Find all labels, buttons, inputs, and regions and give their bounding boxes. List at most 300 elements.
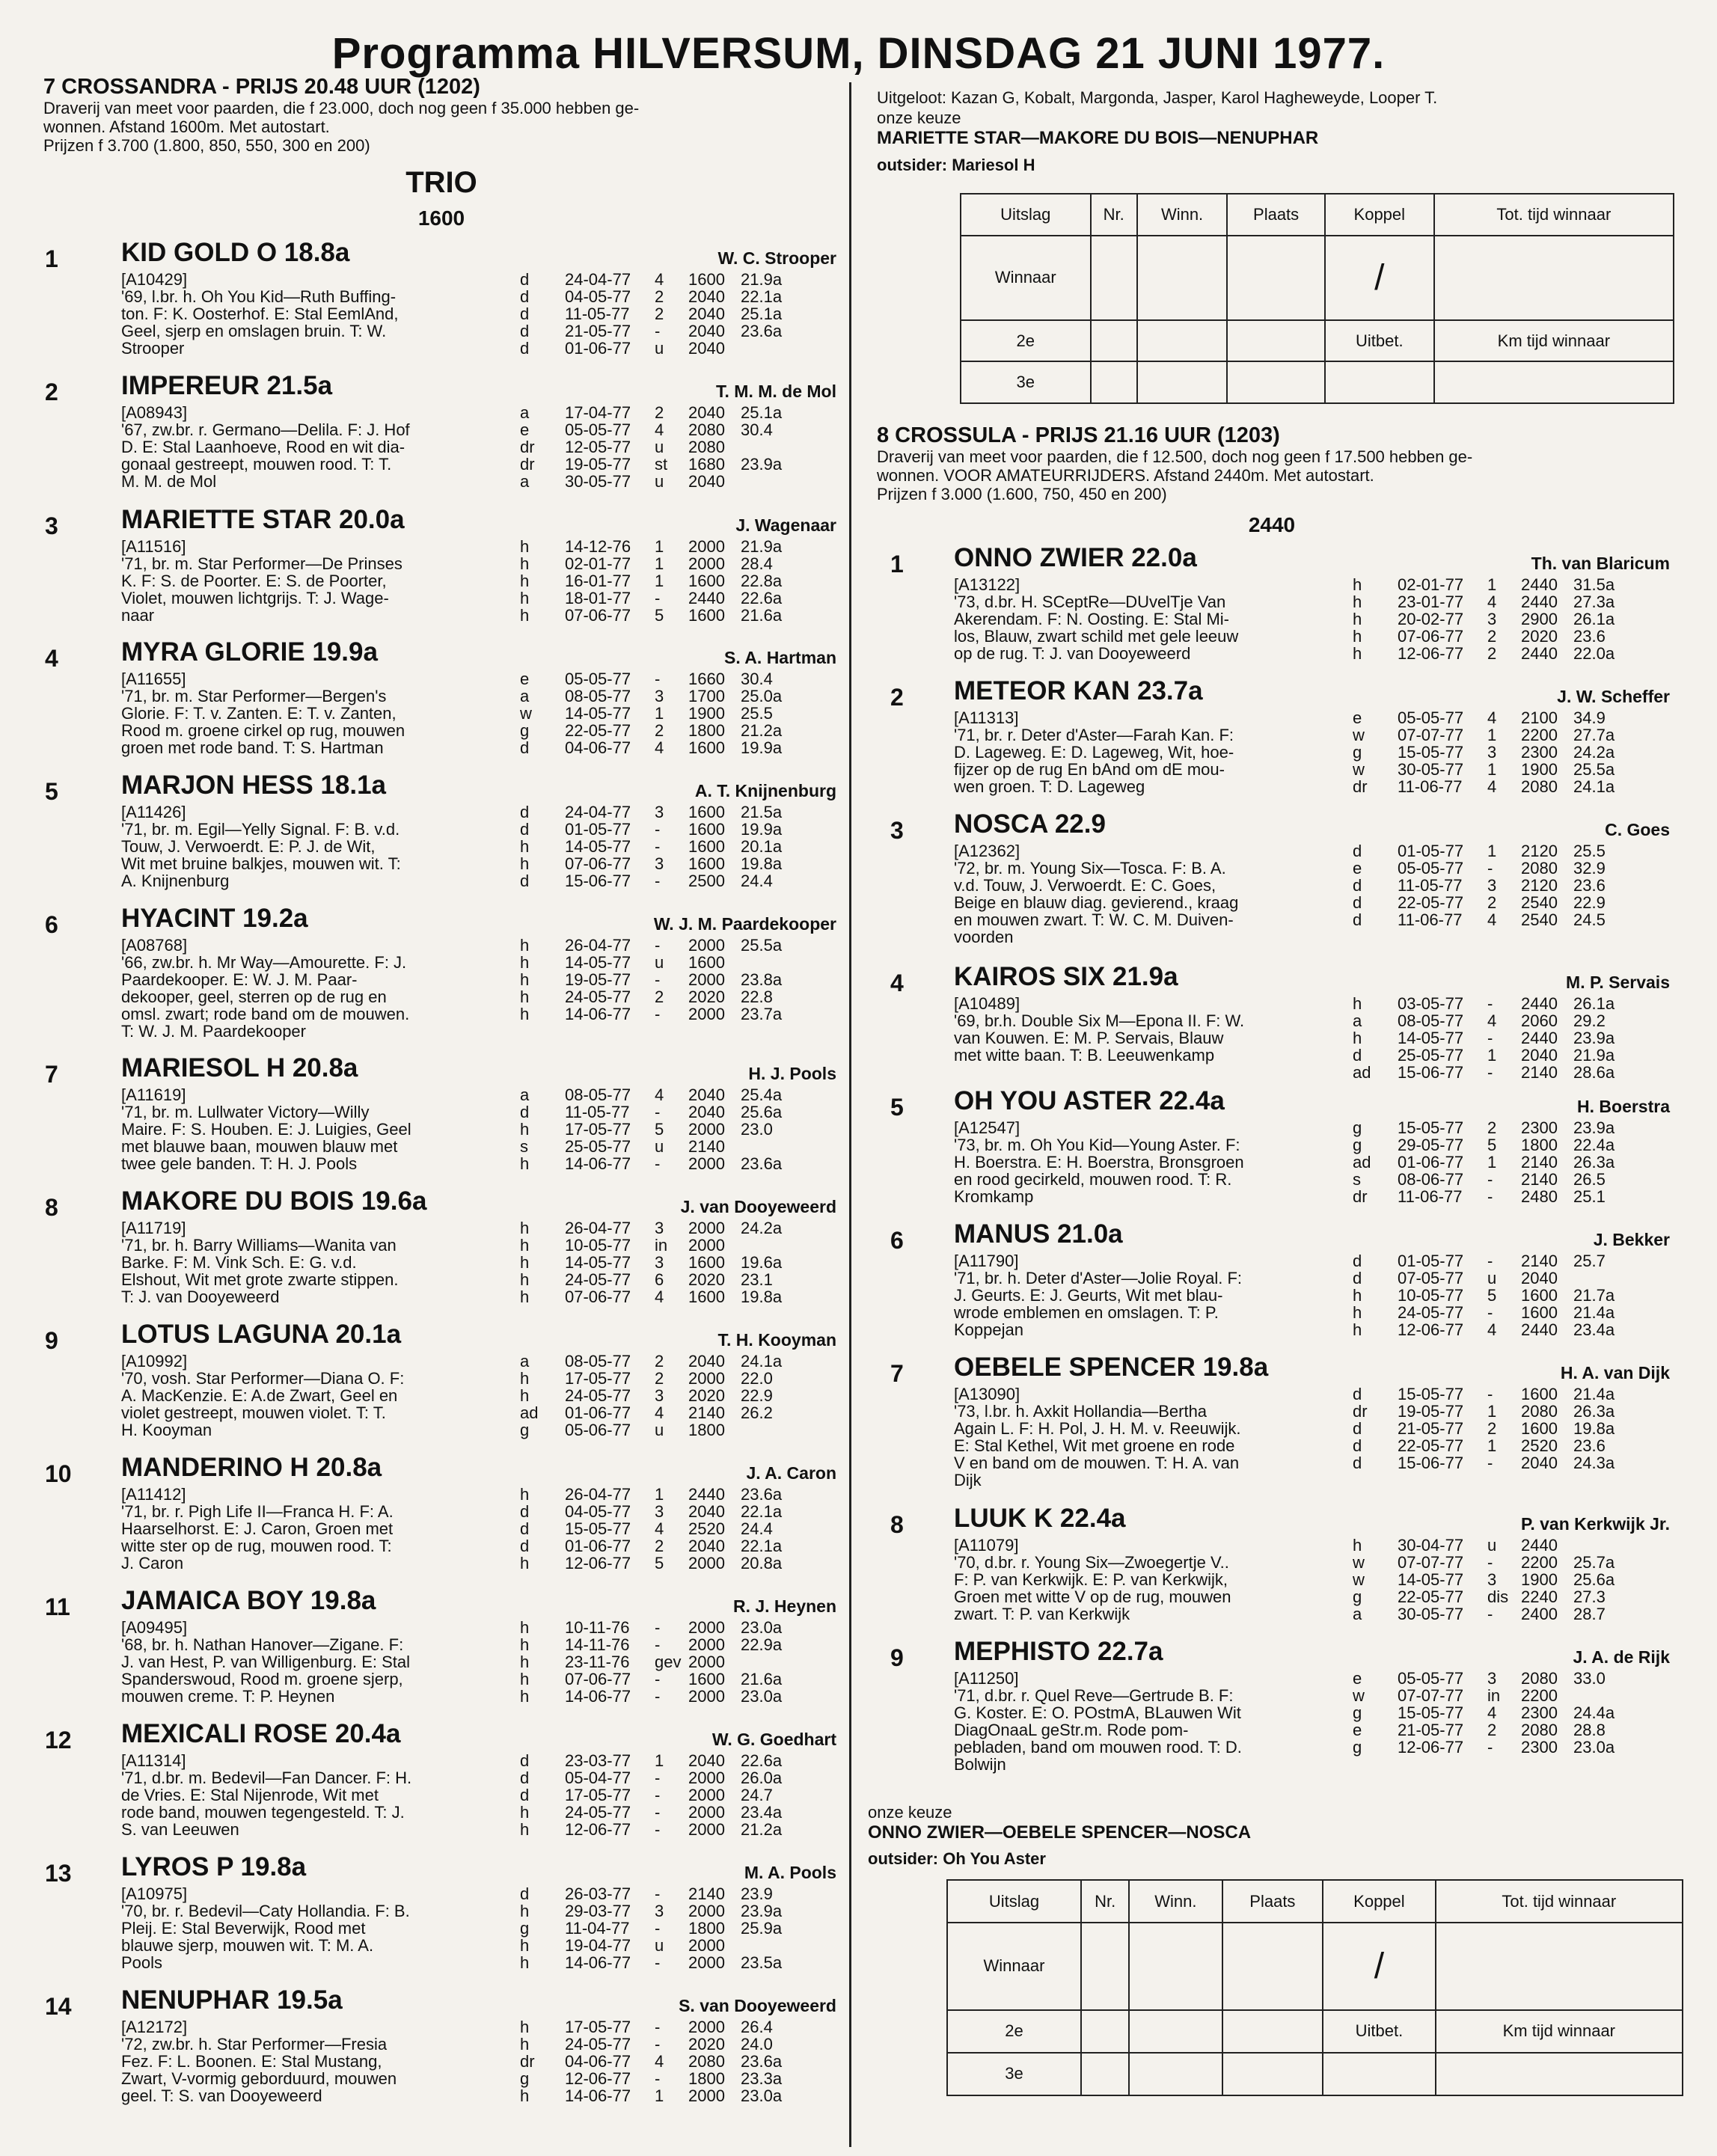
horse-code: [A10992] <box>121 1352 188 1371</box>
run-date: 01-06-77 <box>565 1537 631 1555</box>
run-distance: 1900 <box>688 704 725 723</box>
run-distance: 2000 <box>688 1618 725 1637</box>
run-distance: 2000 <box>688 1005 725 1023</box>
run-place: u <box>655 438 664 456</box>
run-track: h <box>1353 1029 1362 1047</box>
horse-code: [A10489] <box>954 994 1020 1013</box>
run-track: h <box>520 1653 530 1671</box>
run-distance: 2080 <box>1521 1721 1558 1739</box>
run-time: 24.5 <box>1573 910 1606 929</box>
run-time: 22.9 <box>1573 893 1606 912</box>
run-time: 21.9a <box>1573 1046 1615 1065</box>
run-place: 3 <box>655 1502 664 1521</box>
run-place: - <box>655 1820 661 1839</box>
run-track: h <box>520 572 530 590</box>
run-row <box>520 1404 801 1421</box>
horse-name: MANDERINO H 20.8a <box>121 1453 382 1482</box>
run-date: 08-05-77 <box>565 687 631 705</box>
run-place: 3 <box>1487 610 1497 628</box>
horse-code: [A11079] <box>954 1536 1019 1555</box>
run-time: 22.0a <box>1573 644 1615 663</box>
run-date: 17-05-77 <box>565 2018 631 2036</box>
trainer-name: R. J. Heynen <box>732 1596 836 1616</box>
horse-code: [A11314] <box>121 1751 186 1770</box>
run-place: 3 <box>655 1902 664 1920</box>
run-date: 26-04-77 <box>565 1485 631 1504</box>
run-time: 23.5a <box>741 1953 783 1972</box>
run-distance: 2040 <box>688 1103 725 1121</box>
run-date: 08-05-77 <box>1398 1011 1464 1030</box>
run-time: 21.7a <box>1573 1286 1615 1305</box>
run-row <box>520 1786 801 1804</box>
run-track: d <box>520 1768 530 1787</box>
description-line: Dijk <box>954 1471 982 1489</box>
run-time: 28.8 <box>1573 1721 1606 1739</box>
run-row <box>1353 1704 1633 1721</box>
run-row <box>1353 726 1633 744</box>
run-track: dr <box>520 455 535 474</box>
row-label: Winnaar <box>947 1923 1081 2009</box>
entry-number: 5 <box>45 778 58 805</box>
horse-code: [A12172] <box>121 2018 188 2036</box>
horse-description <box>121 821 510 889</box>
description-line: Violet, mouwen lichtgrijs. T: J. Wage- <box>121 589 389 607</box>
description-line: '69, l.br. h. Oh You Kid—Ruth Buffing- <box>121 287 397 306</box>
horse-description <box>121 421 510 490</box>
run-place: u <box>655 472 664 491</box>
run-place: 2 <box>1487 627 1497 646</box>
run-place: 4 <box>1487 1011 1497 1030</box>
empty-cell <box>1323 2053 1435 2095</box>
run-distance: 1600 <box>688 1670 725 1688</box>
trainer-name: Th. van Blaricum <box>1531 554 1670 573</box>
run-time <box>741 340 801 357</box>
recent-runs <box>1353 709 1633 795</box>
horse-description <box>954 1403 1350 1489</box>
run-date: 29-05-77 <box>1398 1136 1464 1154</box>
run-row <box>1353 593 1633 610</box>
horse-code: [A13090] <box>954 1385 1020 1403</box>
entry-number: 3 <box>890 817 904 844</box>
run-row <box>520 1688 801 1705</box>
run-track: e <box>1353 859 1362 878</box>
run-place: u <box>655 1137 664 1156</box>
run-place: u <box>1487 1269 1497 1287</box>
run-row <box>520 1954 801 1971</box>
run-place: 2 <box>655 304 664 323</box>
run-row <box>520 1902 801 1920</box>
horse-name: NENUPHAR 19.5a <box>121 1985 343 2015</box>
run-place: 4 <box>655 1403 664 1422</box>
run-row <box>520 1219 801 1237</box>
description-line: D. Lageweg. E: D. Lageweg, Wit, hoe- <box>954 743 1234 762</box>
run-row <box>520 687 801 705</box>
run-distance: 1600 <box>688 606 725 625</box>
run-track: a <box>520 403 530 422</box>
horse-name: LUUK K 22.4a <box>954 1504 1126 1533</box>
run-place: 5 <box>1487 1136 1497 1154</box>
horse-name: IMPEREUR 21.5a <box>121 371 333 400</box>
run-date: 24-05-77 <box>565 1803 631 1822</box>
description-line: '73, l.br. h. Axkit Hollandia—Bertha <box>954 1402 1208 1421</box>
row-label: 3e <box>961 361 1091 403</box>
run-date: 14-05-77 <box>1398 1570 1464 1589</box>
run-distance: 2040 <box>688 1502 725 1521</box>
empty-cell <box>1222 2053 1323 2095</box>
run-date: 17-05-77 <box>565 1369 631 1388</box>
horse-code: [A11619] <box>121 1085 186 1104</box>
description-line: Koppejan <box>954 1320 1023 1339</box>
run-time: 21.2a <box>741 721 783 740</box>
race7-header-block <box>43 75 844 155</box>
run-distance: 2020 <box>1521 627 1558 646</box>
run-place: - <box>1487 994 1493 1013</box>
run-distance: 2300 <box>1521 1703 1558 1722</box>
run-row <box>520 1086 801 1103</box>
run-track: g <box>1353 1703 1362 1722</box>
run-place: - <box>655 1687 661 1706</box>
run-date: 14-12-76 <box>565 537 631 556</box>
run-time: 21.6a <box>741 606 783 625</box>
trainer-name: H. Boerstra <box>1577 1097 1670 1116</box>
run-time: 19.8a <box>741 1287 783 1306</box>
run-track: w <box>1353 726 1365 744</box>
description-line: mouwen creme. T: P. Heynen <box>121 1687 335 1706</box>
run-date: 10-05-77 <box>565 1236 631 1255</box>
run-time: 23.7a <box>741 1005 783 1023</box>
horse-description <box>121 1237 510 1305</box>
horse-description <box>954 726 1350 795</box>
run-distance: 2400 <box>1521 1605 1558 1623</box>
run-time <box>741 954 801 971</box>
description-line: zwart. T: P. van Kerkwijk <box>954 1605 1130 1623</box>
run-place: 1 <box>655 1751 664 1770</box>
race7-bet-type: TRIO <box>405 166 477 199</box>
run-row <box>520 305 801 322</box>
entry-number: 9 <box>890 1644 904 1671</box>
run-distance: 2140 <box>688 1403 725 1422</box>
run-row <box>520 288 801 305</box>
run-row <box>520 954 801 971</box>
entry-number: 7 <box>890 1360 904 1387</box>
entry-number: 1 <box>890 551 904 578</box>
description-line: blauwe sjerp, mouwen wit. T: M. A. <box>121 1936 374 1955</box>
run-time: 23.9 <box>741 1884 773 1903</box>
run-time: 23.6a <box>741 1485 783 1504</box>
run-row <box>520 821 801 838</box>
horse-code: [A11412] <box>121 1485 186 1504</box>
run-time: 28.7 <box>1573 1605 1606 1623</box>
description-line: '73, d.br. H. SCeptRe—DUvelTje Van <box>954 592 1226 611</box>
run-distance: 2100 <box>1521 708 1558 727</box>
entry-number: 8 <box>45 1194 58 1221</box>
run-distance: 2000 <box>688 1902 725 1920</box>
run-track: s <box>1353 1170 1361 1189</box>
run-track: d <box>1353 1269 1362 1287</box>
run-distance: 2440 <box>1521 1029 1558 1047</box>
run-row <box>520 1387 801 1404</box>
run-distance: 2000 <box>688 1653 725 1671</box>
run-place: 1 <box>655 572 664 590</box>
run-date: 05-05-77 <box>565 420 631 439</box>
run-row <box>520 1237 801 1254</box>
run-row <box>520 1288 801 1305</box>
run-distance: 2040 <box>688 322 725 340</box>
description-line: van Kouwen. E: M. P. Servais, Blauw <box>954 1029 1224 1047</box>
run-place: 3 <box>655 687 664 705</box>
horse-name: MEPHISTO 22.7a <box>954 1637 1163 1666</box>
entry-number: 2 <box>45 379 58 405</box>
run-distance: 2440 <box>1521 1536 1558 1555</box>
run-place: 1 <box>655 1485 664 1504</box>
run-place: 1 <box>1487 760 1497 779</box>
run-distance: 1900 <box>1521 760 1558 779</box>
description-line: K. F: S. de Poorter. E: S. de Poorter, <box>121 572 387 590</box>
run-place: - <box>1487 1170 1493 1189</box>
run-track: h <box>1353 592 1362 611</box>
run-date: 22-05-77 <box>1398 1587 1464 1606</box>
run-time: 23.9a <box>741 1902 783 1920</box>
horse-code: [A12547] <box>954 1118 1020 1137</box>
run-place: 5 <box>655 1120 664 1139</box>
header-cell: Nr. <box>1091 194 1137 236</box>
horse-name: KID GOLD O 18.8a <box>121 238 350 267</box>
run-time: 23.0a <box>741 2086 783 2105</box>
run-time: 25.7a <box>1573 1553 1615 1572</box>
run-distance: 2000 <box>688 1953 725 1972</box>
race7-outsider: outsider: Mariesol H <box>877 156 1035 174</box>
run-place: 1 <box>1487 1402 1497 1421</box>
run-place: u <box>655 953 664 972</box>
horse-code: [A11426] <box>121 803 186 821</box>
run-distance: 2000 <box>688 1120 725 1139</box>
run-row <box>520 670 801 687</box>
run-time: 25.5 <box>1573 842 1606 860</box>
run-date: 11-05-77 <box>565 304 630 323</box>
run-row <box>520 1653 801 1670</box>
run-row <box>1353 610 1633 628</box>
run-date: 02-01-77 <box>1398 575 1464 594</box>
description-line: geel. T: S. van Dooyeweerd <box>121 2086 322 2105</box>
run-date: 24-05-77 <box>1398 1303 1464 1322</box>
run-track: h <box>520 837 530 856</box>
run-place: 2 <box>655 403 664 422</box>
run-distance: 2140 <box>688 1137 725 1156</box>
run-date: 30-05-77 <box>1398 760 1464 779</box>
run-track: d <box>520 1786 530 1804</box>
horse-code: [A12362] <box>954 842 1020 860</box>
run-row <box>1353 1687 1633 1704</box>
run-place: 6 <box>655 1270 664 1289</box>
run-distance: 2080 <box>1521 1669 1558 1688</box>
run-track: ad <box>520 1403 539 1422</box>
horse-code: [A11655] <box>121 670 186 688</box>
run-row <box>520 2053 801 2070</box>
run-track: d <box>520 1502 530 1521</box>
race7-desc-3: Prijzen f 3.700 (1.800, 850, 550, 300 en 200) <box>43 136 370 155</box>
run-distance: 2120 <box>1521 876 1558 895</box>
run-place: 3 <box>1487 743 1497 762</box>
run-track: h <box>520 537 530 556</box>
run-date: 23-01-77 <box>1398 592 1464 611</box>
run-row <box>520 1769 801 1786</box>
run-time: 26.0a <box>741 1768 783 1787</box>
description-line: '72, br. m. Young Six—Tosca. F: B. A. <box>954 859 1226 878</box>
run-time: 24.7 <box>741 1786 773 1804</box>
run-date: 24-05-77 <box>565 1386 631 1405</box>
horse-name: MARJON HESS 18.1a <box>121 771 387 800</box>
description-line: H. Boerstra. E: H. Boerstra, Bronsgroen <box>954 1153 1244 1172</box>
run-distance: 1900 <box>1521 1570 1558 1589</box>
run-row <box>1353 1304 1633 1321</box>
description-line: dekooper, geel, sterren op de rug en <box>121 987 387 1006</box>
run-place: - <box>655 2018 661 2036</box>
run-time: 24.1a <box>741 1352 783 1371</box>
empty-cell <box>1325 361 1434 403</box>
run-place: in <box>1487 1686 1501 1705</box>
run-place: - <box>655 1884 661 1903</box>
run-place: 3 <box>655 1253 664 1272</box>
run-track: h <box>520 1687 530 1706</box>
run-time: 29.2 <box>1573 1011 1606 1030</box>
run-track: h <box>520 2086 530 2105</box>
run-place: 2 <box>655 1537 664 1555</box>
run-time <box>741 1421 801 1439</box>
run-place: - <box>655 1919 661 1938</box>
description-line: '71, d.br. r. Quel Reve—Gertrude B. F: <box>954 1686 1234 1705</box>
run-distance: 2200 <box>1521 726 1558 744</box>
run-time: 23.0a <box>741 1618 783 1637</box>
run-place: 1 <box>1487 726 1497 744</box>
empty-cell <box>1129 1923 1222 2009</box>
run-date: 07-06-77 <box>1398 627 1464 646</box>
horse-name: JAMAICA BOY 19.8a <box>121 1586 376 1615</box>
run-track: h <box>520 1253 530 1272</box>
run-place: - <box>655 1618 661 1637</box>
run-time: 22.9 <box>741 1386 773 1405</box>
run-place: 2 <box>1487 1118 1497 1137</box>
empty-cell <box>1137 236 1227 320</box>
description-line: '71, br. r. Deter d'Aster—Farah Kan. F: <box>954 726 1234 744</box>
run-distance: 2080 <box>1521 777 1558 796</box>
run-place: - <box>655 820 661 839</box>
run-track: h <box>520 1820 530 1839</box>
run-row <box>520 1619 801 1636</box>
description-line: '71, br. m. Lullwater Victory—Willy <box>121 1103 370 1121</box>
run-place: - <box>1487 1252 1493 1270</box>
run-track: w <box>1353 1686 1365 1705</box>
recent-runs <box>1353 1537 1633 1623</box>
run-date: 04-05-77 <box>565 287 631 306</box>
run-row <box>1353 860 1633 877</box>
run-date: 12-06-77 <box>565 2069 631 2088</box>
run-row <box>520 271 801 288</box>
recent-runs <box>520 1885 801 1971</box>
description-line: H. Kooyman <box>121 1421 212 1439</box>
run-row <box>520 1155 801 1172</box>
run-distance: 2000 <box>688 1635 725 1654</box>
description-line: '73, br. m. Oh You Kid—Young Aster. F: <box>954 1136 1240 1154</box>
run-row <box>1353 1537 1633 1554</box>
run-row <box>1353 1588 1633 1605</box>
description-line: Spanderswoud, Rood m. groene sjerp, <box>121 1670 403 1688</box>
run-track: d <box>520 803 530 821</box>
horse-description <box>121 288 510 357</box>
run-distance: 2020 <box>688 987 725 1006</box>
run-place: - <box>655 872 661 890</box>
run-place: - <box>655 936 661 955</box>
run-track: h <box>520 589 530 607</box>
recent-runs <box>520 1619 801 1705</box>
run-date: 01-06-77 <box>1398 1153 1464 1172</box>
run-row <box>520 1486 801 1503</box>
run-track: d <box>1353 1385 1362 1403</box>
run-distance: 2440 <box>1521 592 1558 611</box>
race7-desc-1: Draverij van meet voor paarden, die f 23.000, doch nog geen f 35.000 hebben ge- <box>43 99 640 117</box>
run-date: 05-05-77 <box>1398 859 1464 878</box>
run-distance: 1600 <box>688 837 725 856</box>
run-date: 22-05-77 <box>1398 893 1464 912</box>
horse-code: [A10429] <box>121 270 188 289</box>
run-track: dr <box>1353 777 1368 796</box>
run-time <box>741 1937 801 1954</box>
run-row <box>1353 576 1633 593</box>
run-track: a <box>520 1352 530 1371</box>
description-line: J. Caron <box>121 1554 184 1572</box>
horse-name: OEBELE SPENCER 19.8a <box>954 1353 1269 1382</box>
run-distance: 2040 <box>688 1537 725 1555</box>
description-line: Wit met bruine balkjes, mouwen wit. T: <box>121 854 401 873</box>
run-date: 01-05-77 <box>565 820 631 839</box>
run-time: 26.4 <box>741 2018 773 2036</box>
run-row <box>1353 995 1633 1012</box>
run-place: 1 <box>655 2086 664 2105</box>
run-place: st <box>655 455 668 474</box>
trainer-name: J. Bekker <box>1593 1230 1670 1249</box>
run-place: 4 <box>655 1085 664 1104</box>
run-date: 07-07-77 <box>1398 1553 1464 1572</box>
run-track: a <box>520 687 530 705</box>
race7-distance: 1600 <box>417 206 465 230</box>
run-distance: 2300 <box>1521 1118 1558 1137</box>
run-distance: 2140 <box>1521 1170 1558 1189</box>
horse-code: [A11790] <box>954 1252 1019 1270</box>
run-date: 14-06-77 <box>565 1154 631 1173</box>
run-place: - <box>1487 1063 1493 1082</box>
run-date: 17-05-77 <box>565 1120 631 1139</box>
run-track: d <box>520 287 530 306</box>
run-track: h <box>520 1635 530 1654</box>
run-row <box>520 1752 801 1769</box>
run-time: 23.6a <box>741 322 783 340</box>
run-time: 24.2a <box>1573 743 1615 762</box>
description-line: T: J. van Dooyeweerd <box>121 1287 280 1306</box>
run-date: 12-06-77 <box>565 1554 631 1572</box>
description-line: T: W. J. M. Paardekooper <box>121 1022 306 1041</box>
run-date: 26-04-77 <box>565 936 631 955</box>
run-track: d <box>520 1884 530 1903</box>
run-date: 26-04-77 <box>565 1219 631 1237</box>
recent-runs <box>520 1219 801 1305</box>
run-row <box>520 1103 801 1121</box>
run-row <box>520 438 801 456</box>
horse-description <box>954 860 1350 946</box>
run-row <box>520 1885 801 1902</box>
run-track: h <box>520 1270 530 1289</box>
run-date: 23-11-76 <box>565 1653 630 1671</box>
run-time: 22.1a <box>741 1502 783 1521</box>
run-time: 26.2 <box>741 1403 773 1422</box>
